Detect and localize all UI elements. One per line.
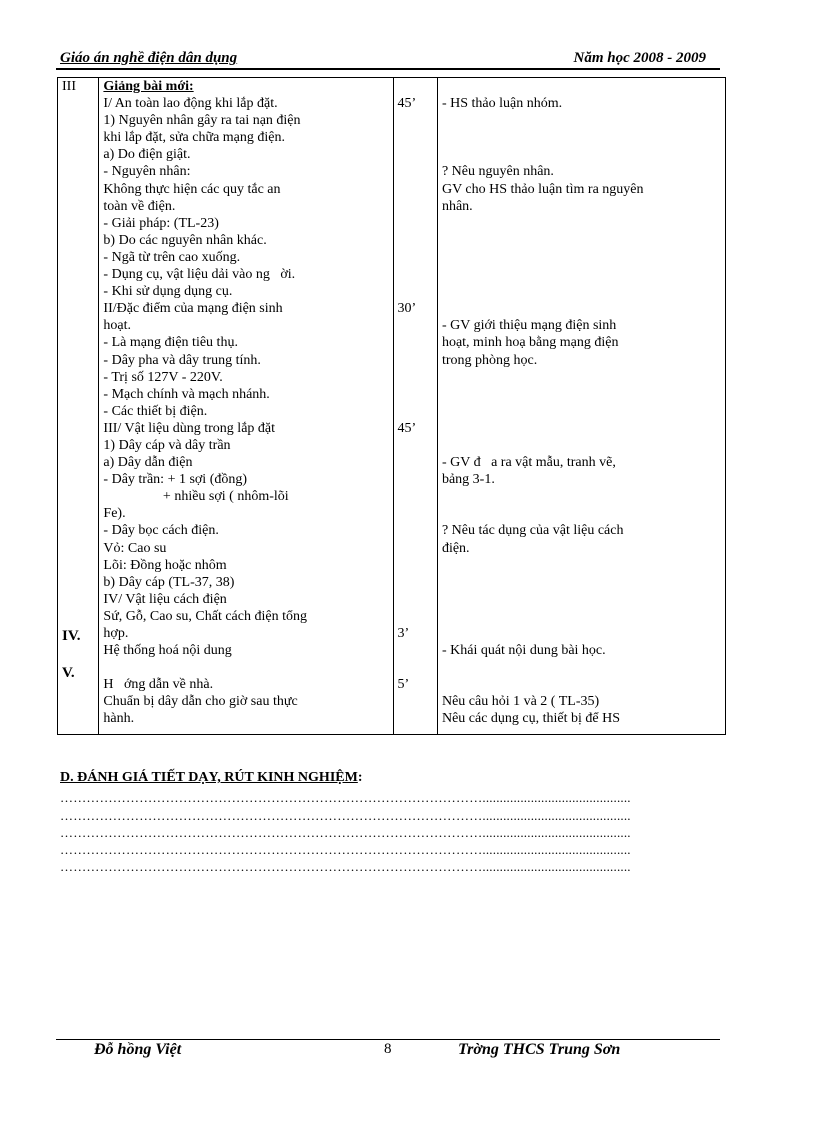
spacer xyxy=(442,676,721,693)
spacer xyxy=(398,198,433,215)
activity-line: - GV giới thiệu mạng điện sinh xyxy=(441,318,617,334)
table-row xyxy=(58,78,726,735)
spacer xyxy=(398,437,433,454)
spacer xyxy=(62,198,94,215)
spacer xyxy=(62,716,94,733)
spacer xyxy=(62,283,94,300)
spacer xyxy=(442,78,721,95)
page-header xyxy=(60,50,724,68)
spacer xyxy=(398,129,433,146)
spacer xyxy=(62,522,94,539)
content-line: hoạt. xyxy=(103,318,132,334)
section-number: III xyxy=(62,79,76,94)
lesson-title: Giảng bài mới: xyxy=(103,79,194,94)
activity-line: hoạt, minh hoạ bằng mạng điện xyxy=(441,335,619,351)
content-line: - Là mạng điện tiêu thụ. xyxy=(103,335,238,351)
spacer xyxy=(398,608,433,625)
activity-line: trong phòng học. xyxy=(441,352,538,368)
spacer xyxy=(398,642,433,659)
spacer xyxy=(398,369,433,386)
evaluation-line: ……………………………………………………………………………………........................................... xyxy=(60,859,631,874)
content-line: Fe). xyxy=(103,506,126,522)
spacer xyxy=(398,557,433,574)
content-line: a) Dây dẫn điện xyxy=(103,455,193,471)
spacer xyxy=(62,471,94,488)
spacer xyxy=(442,591,721,608)
content-line: 1) Dây cáp và dây trần xyxy=(103,437,231,453)
spacer xyxy=(442,283,721,300)
activity-line: điện. xyxy=(441,540,470,556)
content-line: khi lắp đặt, sửa chữa mạng điện. xyxy=(103,130,285,146)
spacer xyxy=(442,300,721,317)
header-school-year: Năm học 2008 - 2009 xyxy=(573,50,706,66)
content-line: III/ Vật liệu dùng trong lắp đặt xyxy=(103,420,276,436)
content-line: a) Do điện giật. xyxy=(103,147,191,163)
spacer xyxy=(398,710,433,727)
content-line: Không thực hiện các quy tắc an xyxy=(103,181,281,197)
spacer xyxy=(398,181,433,198)
activity-line: nhân. xyxy=(441,198,473,214)
spacer xyxy=(62,574,94,591)
spacer xyxy=(442,129,721,146)
spacer xyxy=(62,181,94,198)
spacer xyxy=(442,557,721,574)
section-number: IV. xyxy=(62,628,81,644)
content-line: - Nguyên nhân: xyxy=(103,164,191,180)
spacer xyxy=(62,540,94,557)
evaluation-title xyxy=(60,770,724,786)
spacer xyxy=(442,112,721,129)
footer-school: Trờng THCS Trung Sơn xyxy=(458,1041,621,1058)
content-line: - Dây bọc cách điện. xyxy=(103,523,219,539)
spacer xyxy=(62,129,94,146)
spacer xyxy=(442,403,721,420)
spacer xyxy=(398,163,433,180)
content-line: I/ An toàn lao động khi lắp đặt. xyxy=(103,96,278,112)
spacer xyxy=(398,471,433,488)
spacer xyxy=(398,454,433,471)
section-column xyxy=(58,78,99,735)
spacer xyxy=(398,403,433,420)
content-line: H ớng dẫn về nhà. xyxy=(103,677,214,693)
content-line: - Ngã từ trên cao xuống. xyxy=(103,249,241,265)
time-allocation: 45’ xyxy=(397,420,417,436)
evaluation-heading: D. ĐÁNH GIÁ TIẾT DẠY, RÚT KINH NGHIỆM xyxy=(60,770,358,785)
activity-line: - Khái quát nội dung bài học. xyxy=(441,643,606,659)
spacer xyxy=(398,249,433,266)
spacer xyxy=(398,317,433,334)
spacer xyxy=(62,163,94,180)
spacer xyxy=(62,682,94,699)
spacer xyxy=(442,625,721,642)
evaluation-line: ……………………………………………………………………………………........................................... xyxy=(60,808,631,823)
spacer xyxy=(442,215,721,232)
content-line: IV/ Vật liệu cách điện xyxy=(103,591,227,607)
spacer xyxy=(398,352,433,369)
spacer xyxy=(62,300,94,317)
activity-line: ? Nêu nguyên nhân. xyxy=(441,164,554,180)
content-line: Chuẩn bị dây dẫn cho giờ sau thực xyxy=(103,694,298,710)
footer-author: Đỗ hồng Việt xyxy=(94,1041,182,1058)
spacer xyxy=(398,112,433,129)
spacer xyxy=(442,386,721,403)
spacer xyxy=(62,334,94,351)
content-line: + nhiều sợi ( nhôm-lõi xyxy=(103,489,289,505)
spacer xyxy=(62,215,94,232)
content-line: Vỏ: Cao su xyxy=(103,540,167,556)
content-line: - Khi sử dụng dụng cụ. xyxy=(103,284,233,300)
activity-line: GV cho HS thảo luận tìm ra nguyên xyxy=(441,181,644,197)
spacer xyxy=(398,659,433,676)
spacer xyxy=(62,369,94,386)
spacer xyxy=(398,693,433,710)
spacer xyxy=(62,488,94,505)
content-line: b) Dây cáp (TL-37, 38) xyxy=(103,574,235,590)
evaluation-line: ……………………………………………………………………………………........................................... xyxy=(60,825,631,840)
spacer xyxy=(442,574,721,591)
time-allocation: 3’ xyxy=(397,626,410,641)
spacer xyxy=(398,266,433,283)
evaluation-line: ……………………………………………………………………………………........................................... xyxy=(60,842,631,857)
spacer xyxy=(442,146,721,163)
spacer xyxy=(398,78,433,95)
content-line: - Dụng cụ, vật liệu dải vào ng ời. xyxy=(103,267,296,283)
spacer xyxy=(62,317,94,334)
spacer xyxy=(62,249,94,266)
spacer xyxy=(62,146,94,163)
spacer xyxy=(398,386,433,403)
time-allocation: 30’ xyxy=(397,301,417,317)
page-number: 8 xyxy=(384,1041,392,1057)
spacer xyxy=(398,215,433,232)
spacer xyxy=(62,112,94,129)
content-line: - Giải pháp: (TL-23) xyxy=(103,215,219,231)
spacer xyxy=(398,283,433,300)
activity-line: - HS thảo luận nhóm. xyxy=(441,96,563,112)
header-divider xyxy=(56,68,720,70)
content-line: - Mạch chính và mạch nhánh. xyxy=(103,386,270,402)
section-number: V. xyxy=(62,665,75,682)
lesson-plan-table xyxy=(57,77,726,735)
spacer xyxy=(62,232,94,249)
content-line: - Dây trần: + 1 sợi (đồng) xyxy=(103,472,248,488)
spacer xyxy=(62,454,94,471)
spacer xyxy=(62,403,94,420)
spacer xyxy=(442,249,721,266)
spacer xyxy=(62,608,94,625)
activity-line: bảng 3-1. xyxy=(441,472,495,488)
spacer xyxy=(442,232,721,249)
content-line: toàn về điện. xyxy=(103,198,176,214)
spacer xyxy=(398,574,433,591)
content-line: II/Đặc điểm của mạng điện sinh xyxy=(103,301,283,317)
spacer xyxy=(62,386,94,403)
spacer xyxy=(442,505,721,522)
spacer xyxy=(398,540,433,557)
content-column xyxy=(99,78,393,735)
spacer xyxy=(442,608,721,625)
spacer xyxy=(62,95,94,112)
spacer xyxy=(62,699,94,716)
spacer xyxy=(62,437,94,454)
spacer xyxy=(398,505,433,522)
spacer xyxy=(62,352,94,369)
content-line: 1) Nguyên nhân gây ra tai nạn điện xyxy=(103,113,301,129)
content-line: hợp. xyxy=(103,626,129,641)
spacer xyxy=(442,420,721,437)
time-allocation: 5’ xyxy=(397,677,410,693)
spacer xyxy=(442,266,721,283)
time-allocation: 45’ xyxy=(397,96,417,112)
spacer xyxy=(442,437,721,454)
content-line: hành. xyxy=(103,711,135,727)
spacer xyxy=(62,266,94,283)
evaluation-line: ……………………………………………………………………………………........................................... xyxy=(60,790,631,805)
spacer xyxy=(442,369,721,386)
time-column xyxy=(393,78,437,735)
activity-line: ? Nêu tác dụng của vật liệu cách xyxy=(441,523,624,539)
spacer xyxy=(398,334,433,351)
content-line: - Trị số 127V - 220V. xyxy=(103,369,223,385)
evaluation-colon: : xyxy=(357,770,363,785)
spacer xyxy=(398,591,433,608)
spacer xyxy=(442,659,721,676)
header-subject: Giáo án nghề điện dân dụng xyxy=(60,50,238,66)
spacer xyxy=(398,146,433,163)
content-line: - Các thiết bị điện. xyxy=(103,403,208,419)
spacer xyxy=(62,645,94,662)
spacer xyxy=(62,420,94,437)
activity-column xyxy=(437,78,725,735)
content-line: b) Do các nguyên nhân khác. xyxy=(103,232,267,248)
spacer xyxy=(62,591,94,608)
content-line: Sứ, Gỗ, Cao su, Chất cách điện tổng xyxy=(103,608,307,624)
spacer xyxy=(442,488,721,505)
activity-line: - GV đ a ra vật mẫu, tranh vẽ, xyxy=(441,455,616,471)
spacer xyxy=(62,505,94,522)
footer-divider xyxy=(56,1039,720,1040)
activity-line: Nêu các dụng cụ, thiết bị để HS xyxy=(441,711,621,727)
content-line xyxy=(103,659,388,676)
spacer xyxy=(398,488,433,505)
content-line: Hệ thống hoá nội dung xyxy=(103,643,232,659)
activity-line: Nêu câu hỏi 1 và 2 ( TL-35) xyxy=(441,694,600,710)
content-line: - Dây pha và dây trung tính. xyxy=(103,352,261,368)
spacer xyxy=(398,522,433,539)
spacer xyxy=(398,232,433,249)
content-line: Lõi: Đồng hoặc nhôm xyxy=(103,557,227,573)
spacer xyxy=(62,557,94,574)
